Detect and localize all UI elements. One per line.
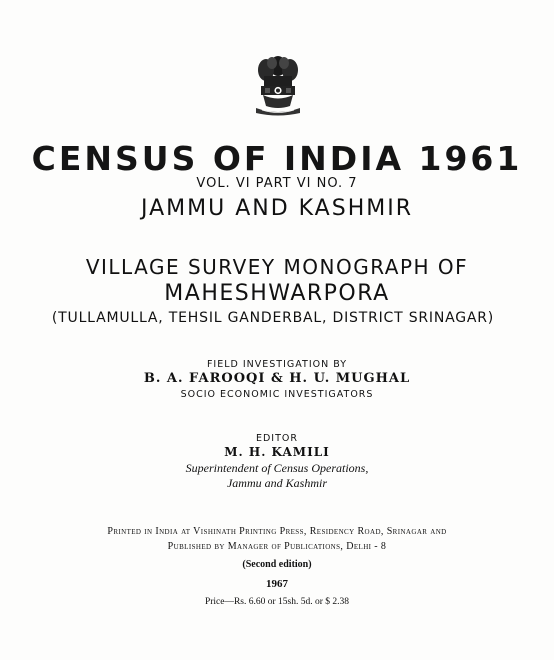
edition-note: (Second edition) [242, 559, 312, 570]
field-investigation-label: FIELD INVESTIGATION BY [206, 359, 348, 370]
editor-designation-line1: Superintendent of Census Operations, [185, 461, 369, 475]
editor-label: EDITOR [255, 433, 298, 444]
state-emblem-icon [250, 50, 306, 116]
state-name: JAMMU AND KASHMIR [140, 196, 413, 221]
investigator-names: B. A. FAROOQI & H. U. MUGHAL [143, 371, 411, 386]
publisher-imprint: Published by Manager of Publications, Delhi - 8 [167, 541, 387, 552]
monograph-heading: VILLAGE SURVEY MONOGRAPH OF [85, 255, 469, 279]
editor-name: M. H. KAMILI [224, 445, 330, 459]
volume-line: VOL. VI PART VI NO. 7 [196, 176, 358, 191]
editor-designation-line2: Jammu and Kashmir [226, 476, 327, 490]
village-location: (TULLAMULLA, TEHSIL GANDERBAL, DISTRICT SRINAGAR) [51, 310, 495, 326]
investigator-role: SOCIO ECONOMIC INVESTIGATORS [180, 389, 374, 400]
publication-year: 1967 [266, 578, 288, 590]
price-line: Price—Rs. 6.60 or 15sh. 5d. or $ 2.38 [204, 597, 350, 607]
printer-imprint: Printed in India at Vishinath Printing Press, Residency Road, Srinagar and [107, 526, 447, 537]
census-title: CENSUS OF INDIA 1961 [31, 139, 523, 178]
village-name: MAHESHWARPORA [164, 281, 390, 306]
